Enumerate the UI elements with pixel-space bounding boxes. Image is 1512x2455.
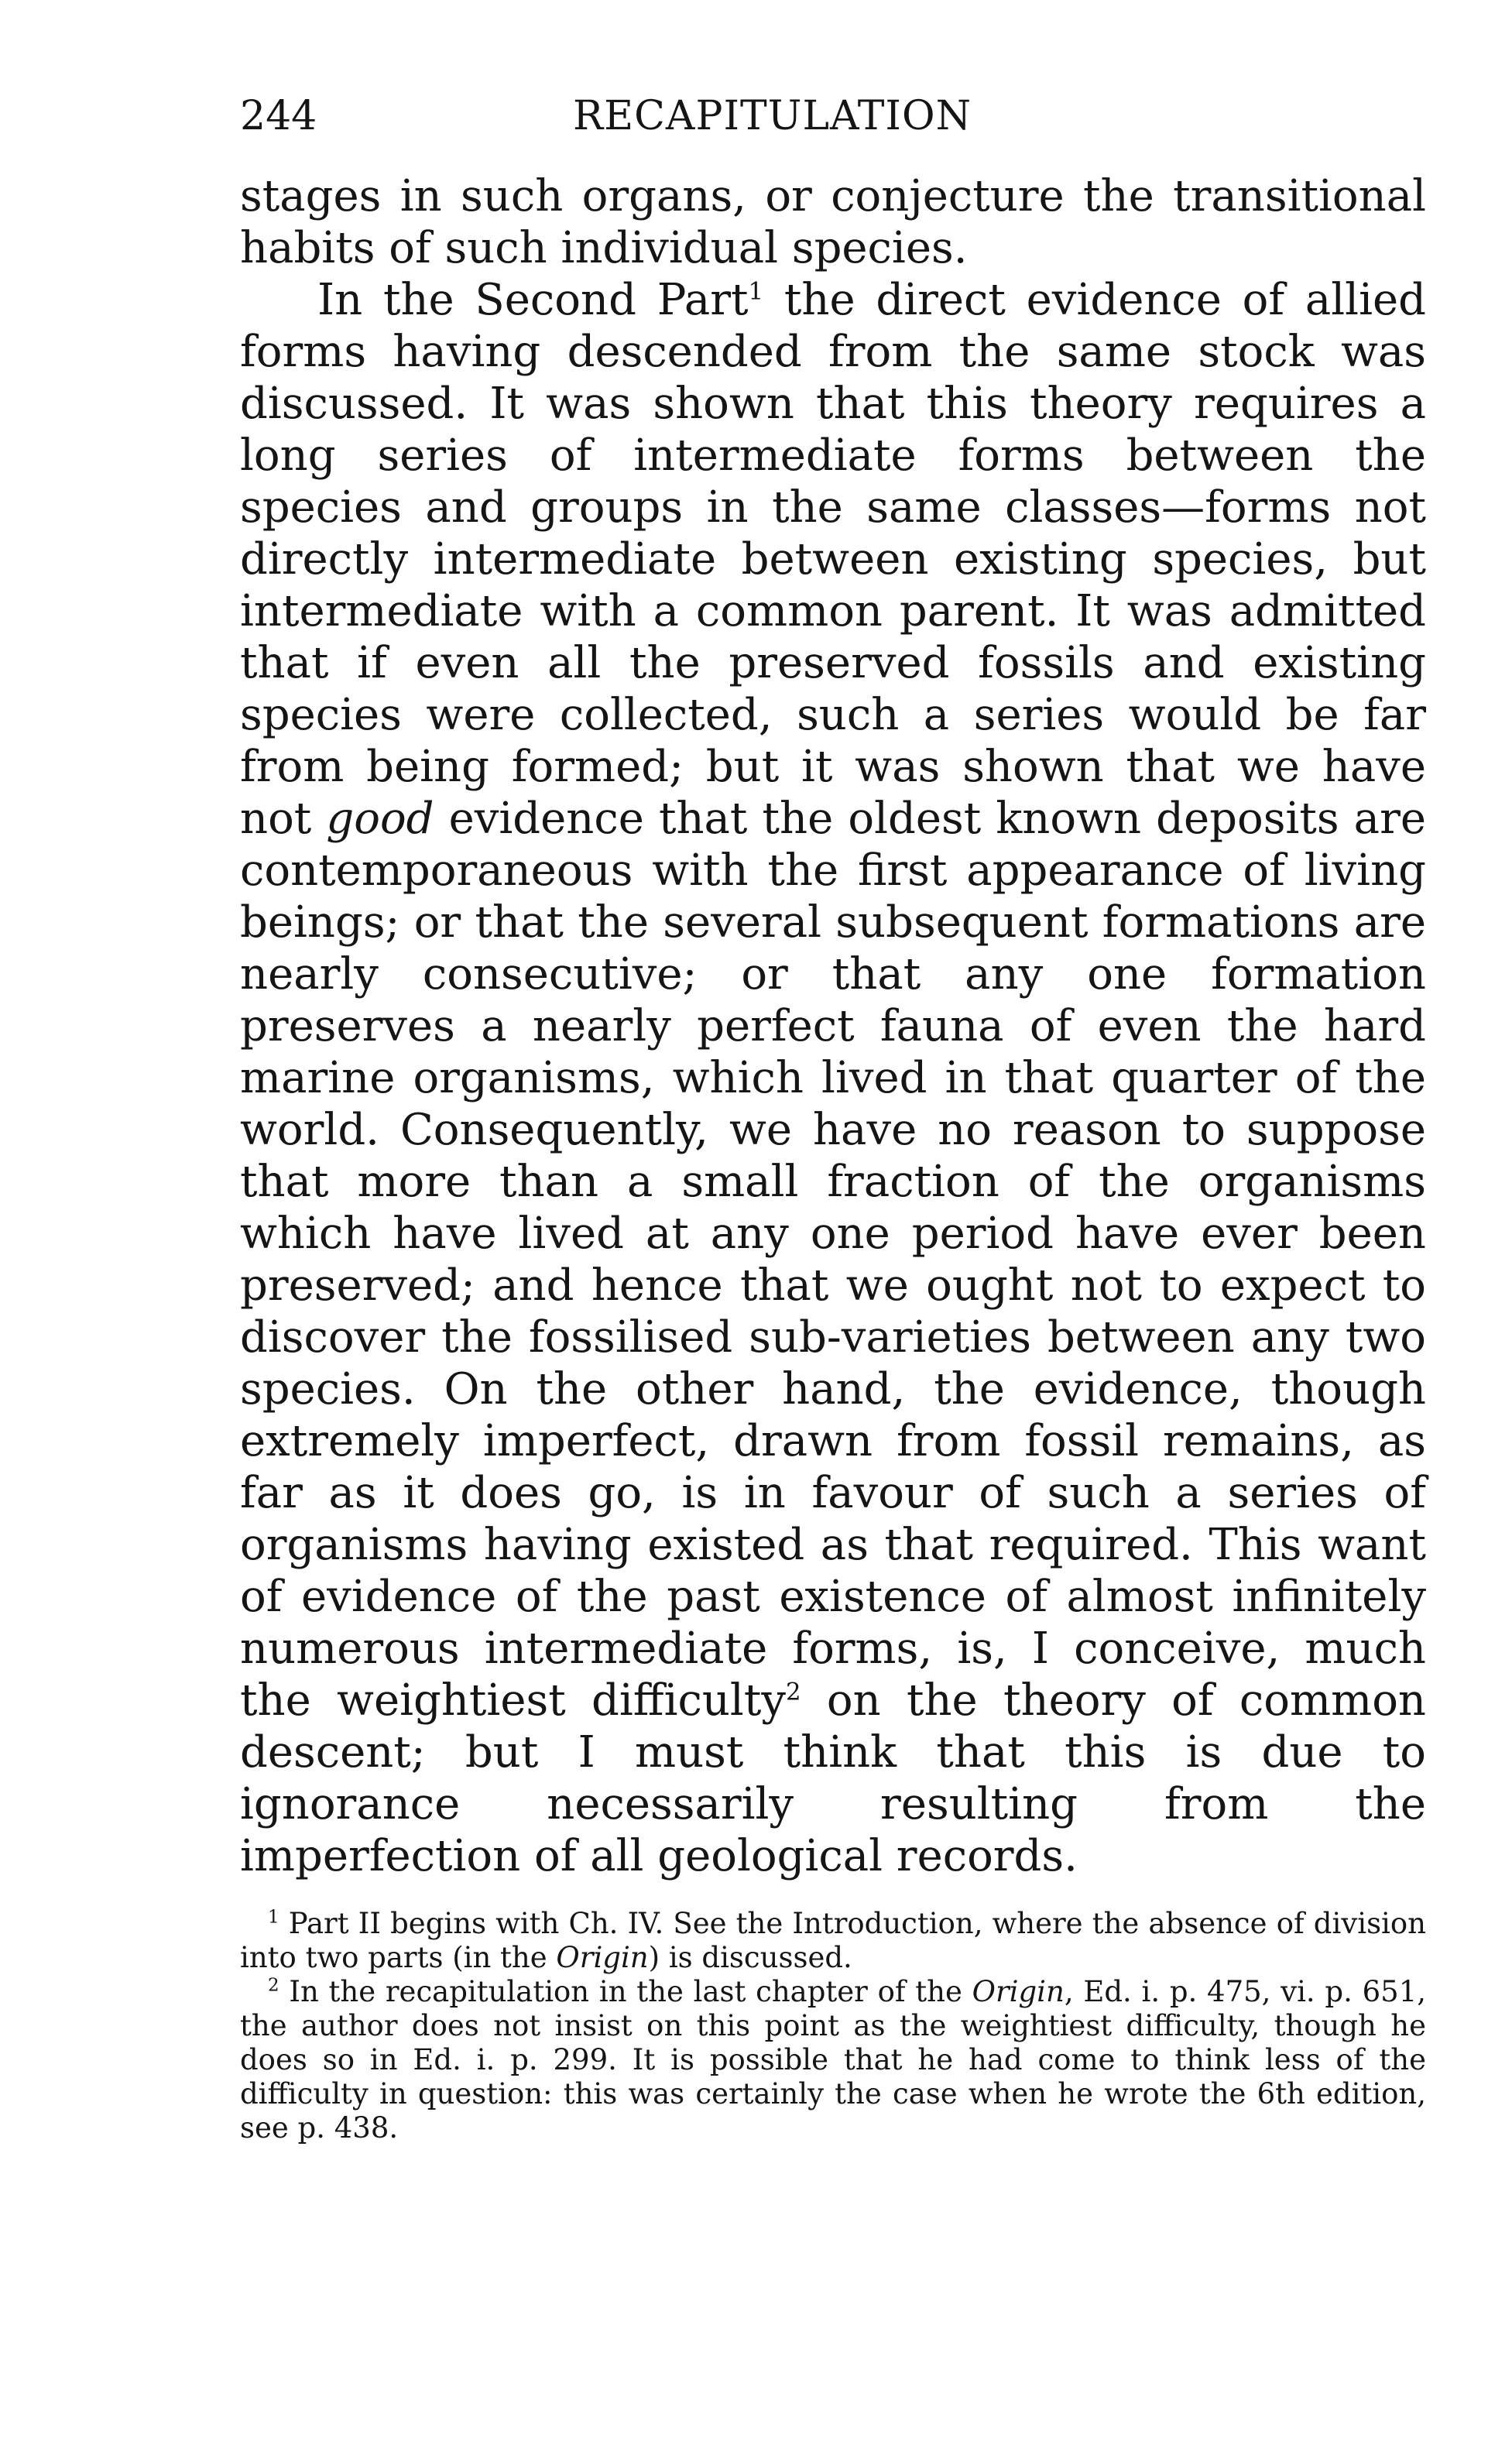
footnote-2-marker: 2 xyxy=(268,1975,279,1996)
footnotes xyxy=(240,1907,1426,2145)
footnote-1-text-b: ) is discussed. xyxy=(648,1941,852,1974)
paragraph-2-text-c: evidence that the oldest known deposits are contemporaneous with the first appearance of living beings; or that the several subsequent formations are nearly consecutive; or that any one formation preserves a nearly perfect fauna of even the hard marine organisms, which lived in that quarter of the world. Consequently, we have no reason to suppose that more than a small fraction of the organisms which have lived at any one period have ever been preserved; and hence that we ought not to expect to discover the fossilised sub-varieties between any two species. On the other hand, the evidence, though extremely imperfect, drawn from fossil remains, as far as it does go, is in favour of such a series of organisms having existed as that required. This want of evidence of the past existence of almost infinitely numerous intermediate forms, is, I conceive, much the weightiest difficulty xyxy=(240,794,1426,1726)
footnote-1-marker: 1 xyxy=(268,1907,279,1928)
book-page xyxy=(240,77,1426,2145)
footnote-1 xyxy=(240,1907,1426,1975)
paragraph-2-text-b: the direct evidence of allied forms having descended from the same stock was discussed. It was shown that this theory requires a long series of intermediate forms between the species and groups in the same classes—forms not directly intermediate between existing species, but intermediate with a common parent. It was admitted that if even all the preserved fossils and existing species were collected, such a series would be far from being formed; but it was shown that we have not xyxy=(240,275,1426,844)
paragraph-2-text-d: on the theory of common descent; but I must think that this is due to ignorance necessarily resulting from the imperfection of all geological records. xyxy=(240,1675,1426,1881)
footnote-1-italic: Origin xyxy=(556,1941,649,1974)
page-number: 244 xyxy=(240,93,317,139)
footnote-2-italic: Origin xyxy=(972,1975,1065,2008)
page-header xyxy=(240,77,1426,155)
footnote-ref-1: 1 xyxy=(748,277,764,306)
footnote-2-text-b: , Ed. i. p. 475, vi. p. 651, the author does not insist on this point as the weightiest difficulty, though he does so in Ed. i. p. 299. It is possible that he had come to think less of the difficulty in question: this was certainly the case when he wrote the 6th edition, see p. 438. xyxy=(240,1975,1426,2145)
footnote-1-text-a: Part II begins with Ch. IV. See the Introduction, where the absence of division into two parts (in the xyxy=(240,1907,1426,1974)
italic-word-good: good xyxy=(326,794,434,844)
running-head: RECAPITULATION xyxy=(573,93,972,139)
paragraph-2 xyxy=(240,274,1426,1882)
paragraph-1 xyxy=(240,170,1426,274)
footnote-ref-2: 2 xyxy=(785,1678,801,1706)
body-text xyxy=(240,170,1426,1882)
footnote-2-text-a: In the recapitulation in the last chapter of the xyxy=(279,1975,972,2008)
paragraph-1-text: stages in such organs, or conjecture the transitional habits of such individual species. xyxy=(240,171,1426,273)
footnote-2 xyxy=(240,1975,1426,2145)
paragraph-2-text-a: In the Second Part xyxy=(317,275,749,325)
